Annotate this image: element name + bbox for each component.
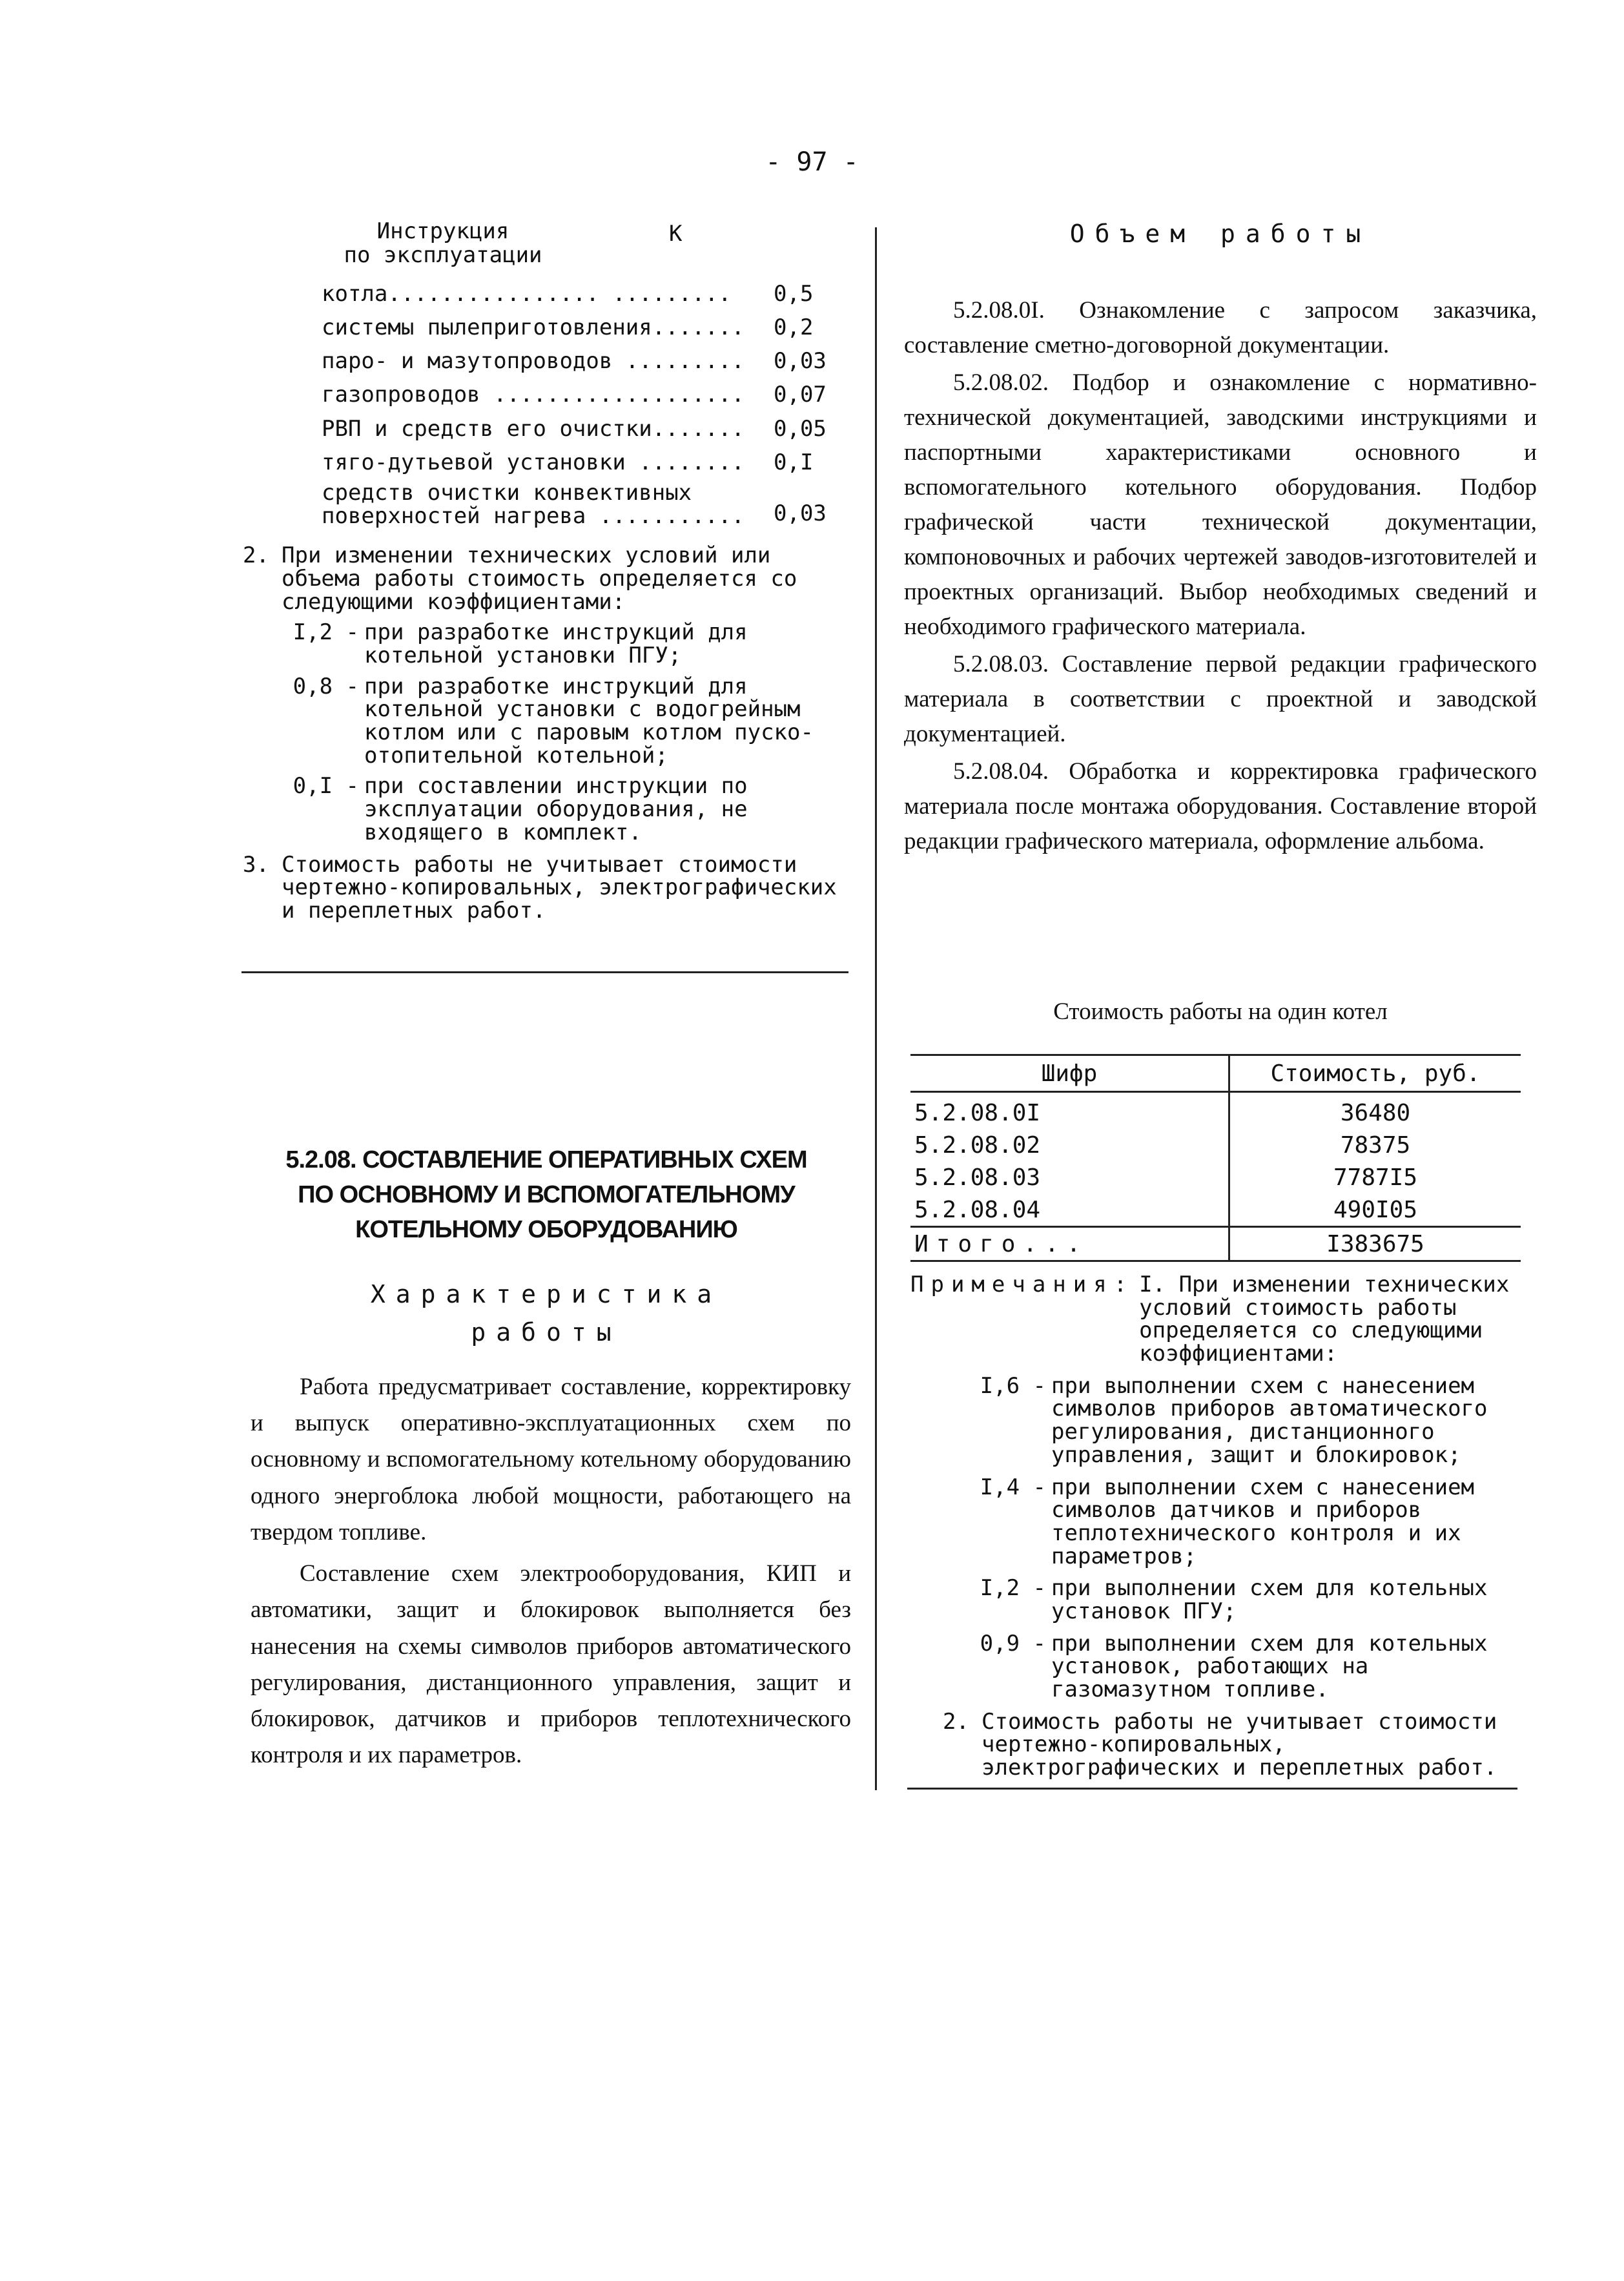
remark-coef (910, 1372, 1530, 1468)
table-row (910, 1193, 1521, 1227)
cell-cost: 490I05 (1333, 1196, 1418, 1223)
left-column (243, 220, 850, 923)
cost-table (910, 1054, 1521, 1262)
right-column (904, 220, 1537, 862)
characteristics-body (251, 1369, 851, 1779)
coef-row (322, 313, 838, 342)
coef-name: паро- и мазутопроводов ......... (322, 348, 745, 375)
section-title: 5.2.08. СОСТАВЛЕНИЕ ОПЕРАТИВНЫХ СХЕМ ПО ОСНОВНОМУ И ВСПОМОГАТЕЛЬНОМУ КОТЕЛЬНОМУ ОБОРУДОВАНИЮ (285, 1146, 807, 1243)
remark-coef-text: при выполнении схем для котельных установок, работающих на газомазутном топливе. (1051, 1630, 1488, 1702)
coef-name: системы пылеприготовления....... (322, 314, 745, 340)
cell-cost: 36480 (1340, 1099, 1411, 1126)
remark-coef (910, 1577, 1530, 1623)
total-value: I383675 (1229, 1227, 1521, 1261)
table-row (910, 1161, 1521, 1193)
remark-number: 2. (943, 1708, 969, 1735)
table-total-row (910, 1227, 1521, 1261)
remark-coef-text: при выполнении схем с нанесением символов приборов автоматического регулирования, дистанционного управления, защит и блокировок; (1051, 1372, 1488, 1468)
column-header-cost: Стоимость, руб. (1229, 1055, 1521, 1092)
coef-value: 0,07 (774, 382, 827, 408)
scope-item: 5.2.08.02. Подбор и ознакомление с нормативно-технической документацией, заводскими инструкциями и паспортными характеристиками основного и вспомогательного котельного оборудования. Подбор графической части технической документации, компоновочных и рабочих чертежей заводов-изготовителей и проектных организаций. Выбор необходимых сведений и необходимого графического материала. (904, 369, 1537, 641)
header-k: К (669, 221, 683, 247)
total-label: Итого... (910, 1227, 1229, 1261)
table-header-row (910, 1055, 1521, 1092)
scope-item: 5.2.08.03. Составление первой редакции графического материала в соответствии с проектной и заводской документацией. (904, 651, 1537, 748)
body-paragraph: Составление схем электрооборудования, КИП и автоматики, защит и блокировок выполняется без нанесения на схемы символов приборов автоматического регулирования, дистанционного управления, защит и блокировок, датчиков и приборов теплотехнического контроля и их параметров. (251, 1560, 851, 1769)
note-number: 2. (243, 542, 269, 569)
coef-factor: 0,8 - (293, 673, 359, 699)
scope-item: 5.2.08.0I. Ознакомление с запросом заказчика, составление сметно-договорной документации. (904, 297, 1537, 359)
coef-row (322, 415, 838, 443)
coef-row (322, 448, 838, 477)
table-row (910, 1129, 1521, 1161)
left-divider (242, 971, 848, 973)
coef-factor: I,2 - (293, 619, 359, 646)
coef-list (322, 280, 838, 528)
coef-name: тягo-дутьевой установки ........ (322, 449, 745, 475)
note-text: Стоимость работы не учитывает стоимости чертежно-копировальных, электрографических и переплетных работ. (282, 851, 837, 924)
coef-table-header (243, 220, 850, 268)
coef-value: 0,5 (774, 280, 814, 307)
page-number: - 97 - (765, 147, 859, 177)
coef-factor: I,2 - (980, 1575, 1046, 1602)
scope-body (904, 293, 1537, 859)
coef-name: средств очистки конвективных поверхностей нагрева ........... (322, 479, 745, 529)
coef-value: 0,05 (774, 415, 827, 442)
scope-title: Объем работы (1069, 220, 1372, 248)
coef-value: 0,03 (774, 348, 827, 375)
header-instruction: Инструкция по эксплуатации (344, 218, 542, 269)
coef-note-text: при составлении инструкции по эксплуатации оборудования, не входящего в комплект. (364, 773, 748, 845)
note-text: При изменении технических условий или объема работы стоимость определяется со следующими коэффициентами: (282, 542, 797, 615)
remark-coef (910, 1630, 1530, 1702)
cell-cost: 7787I5 (1333, 1164, 1418, 1191)
cell-code: 5.2.08.02 (910, 1129, 1229, 1161)
remarks (910, 1274, 1530, 1780)
coef-row (322, 280, 838, 308)
characteristics-title: Характеристика работы (370, 1280, 723, 1347)
remark-2-text: Стоимость работы не учитывает стоимости чертежно-копировальных, электрографических и переплетных работ. (982, 1708, 1497, 1781)
table-row (910, 1092, 1521, 1130)
coef-name: газопроводов ................... (322, 382, 745, 408)
scope-item: 5.2.08.04. Обработка и корректировка графического материала после монтажа оборудования. Составление второй редакции графического материала, оформление альбома. (904, 758, 1537, 855)
coef-note-text: при разработке инструкций для котельной установки с водогрейным котлом или с паровым котлом пуско-отопительной котельной; (364, 673, 814, 769)
right-divider (907, 1788, 1517, 1790)
coef-factor: I,6 - (980, 1372, 1046, 1399)
remark-coef-text: при выполнении схем для котельных установок ПГУ; (1051, 1575, 1488, 1624)
note-3 (243, 851, 850, 924)
body-paragraph: Работа предусматривает составление, корректировку и выпуск оперативно-эксплуатационных схем по основному и вспомогательному котельному оборудованию одного энергоблока любой мощности, работающего на твердом топливе. (251, 1374, 851, 1545)
coef-name: РВП и средств его очистки....... (322, 415, 745, 442)
remark-2 (910, 1708, 1530, 1781)
cost-table-title: Стоимость работы на один котел (1053, 998, 1388, 1025)
cell-code: 5.2.08.0I (910, 1092, 1229, 1130)
coef-value: 0,I (774, 449, 814, 475)
remark-coef-text: при выполнении схем с нанесением символов датчиков и приборов теплотехнического контроля и их параметров; (1051, 1474, 1475, 1569)
column-header-code: Шифр (910, 1055, 1229, 1092)
cell-cost: 78375 (1340, 1131, 1411, 1159)
note-number: 3. (243, 851, 269, 878)
column-divider (875, 227, 877, 1790)
coef-value: 0,2 (774, 314, 814, 340)
coef-value: 0,03 (774, 501, 827, 527)
cell-code: 5.2.08.03 (910, 1161, 1229, 1193)
coef-note-text: при разработке инструкций для котельной установки ПГУ; (364, 619, 748, 669)
remarks-label: Примечания: (910, 1272, 1135, 1297)
remarks-intro: I. При изменении технических условий стоимость работы определяется со следующими коэффициентами: (1139, 1272, 1510, 1367)
coef-factor: 0,9 - (980, 1630, 1046, 1657)
remark-coef (910, 1476, 1530, 1569)
coef-factor: I,4 - (980, 1474, 1046, 1500)
coef-note (282, 673, 850, 769)
coef-factor: 0,I - (293, 773, 359, 800)
coef-row (322, 380, 838, 409)
coef-name: котла................ ......... (322, 280, 732, 307)
coef-note (282, 621, 850, 667)
coef-row (322, 347, 838, 375)
coef-row (322, 479, 838, 529)
coef-note (282, 775, 850, 844)
note-2 (243, 544, 850, 844)
cell-code: 5.2.08.04 (910, 1193, 1229, 1227)
